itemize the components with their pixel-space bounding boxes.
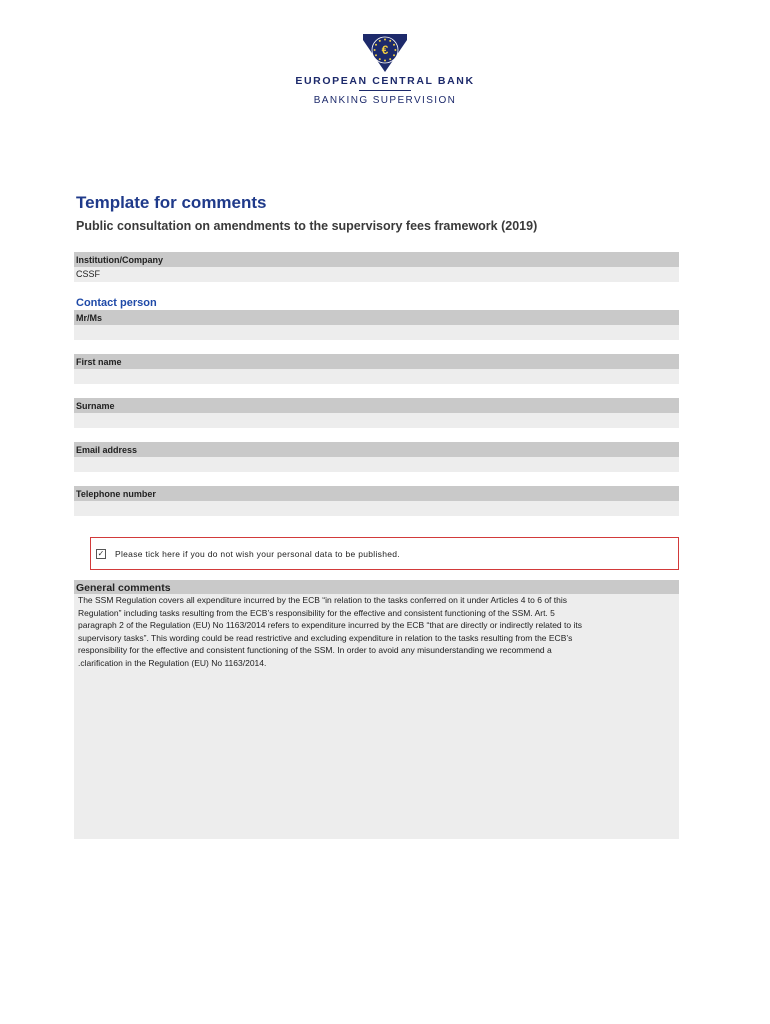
institution-field[interactable]: CSSF xyxy=(74,267,679,282)
general-comments-label: General comments xyxy=(74,580,679,594)
first-name-field[interactable] xyxy=(74,369,679,384)
telephone-label: Telephone number xyxy=(74,486,679,501)
contact-person-heading: Contact person xyxy=(76,297,157,309)
first-name-label: First name xyxy=(74,354,679,369)
surname-label: Surname xyxy=(74,398,679,413)
page-title: Template for comments xyxy=(76,193,267,212)
surname-field[interactable] xyxy=(74,413,679,428)
organisation-name: EUROPEAN CENTRAL BANK xyxy=(295,75,475,87)
ecb-euro-stars-icon xyxy=(363,34,407,72)
email-label: Email address xyxy=(74,442,679,457)
general-comments-field[interactable]: The SSM Regulation covers all expenditure incurred by the ECB “in relation to the tasks conferred on it under Articles 4 to 6 of this Regulation” including tasks resulting from the ECB’s responsibility for the effective and consistent functioning of the SSM. Art. 5 paragraph 2 of the Regulation (EU) No 1163/2014 refers to expenditure incurred by the ECB “that are directly or indirectly related to its supervisory tasks”. This wording could be read restrictive and excluding expenditure in relation to the tasks resulting from the ECB’s responsibility for the effective and consistent functioning of the SSM. In order to avoid any misunderstanding we recommend a .clarification in the Regulation (EU) No 1163/2014. xyxy=(74,594,679,839)
telephone-field[interactable] xyxy=(74,501,679,516)
consent-checkbox[interactable]: ✓ xyxy=(97,549,105,558)
consent-text: Please tick here if you do not wish your personal data to be published. xyxy=(115,549,400,559)
page-subtitle: Public consultation on amendments to the supervisory fees framework (2019) xyxy=(76,219,538,233)
institution-label: Institution/Company xyxy=(74,252,679,267)
department-name: BANKING SUPERVISION xyxy=(313,95,457,106)
email-field[interactable] xyxy=(74,457,679,472)
personal-data-consent xyxy=(90,537,679,570)
mr-ms-label: Mr/Ms xyxy=(74,310,679,325)
header-divider xyxy=(359,90,411,91)
mr-ms-field[interactable] xyxy=(74,325,679,340)
svg-text:€: € xyxy=(381,43,389,57)
